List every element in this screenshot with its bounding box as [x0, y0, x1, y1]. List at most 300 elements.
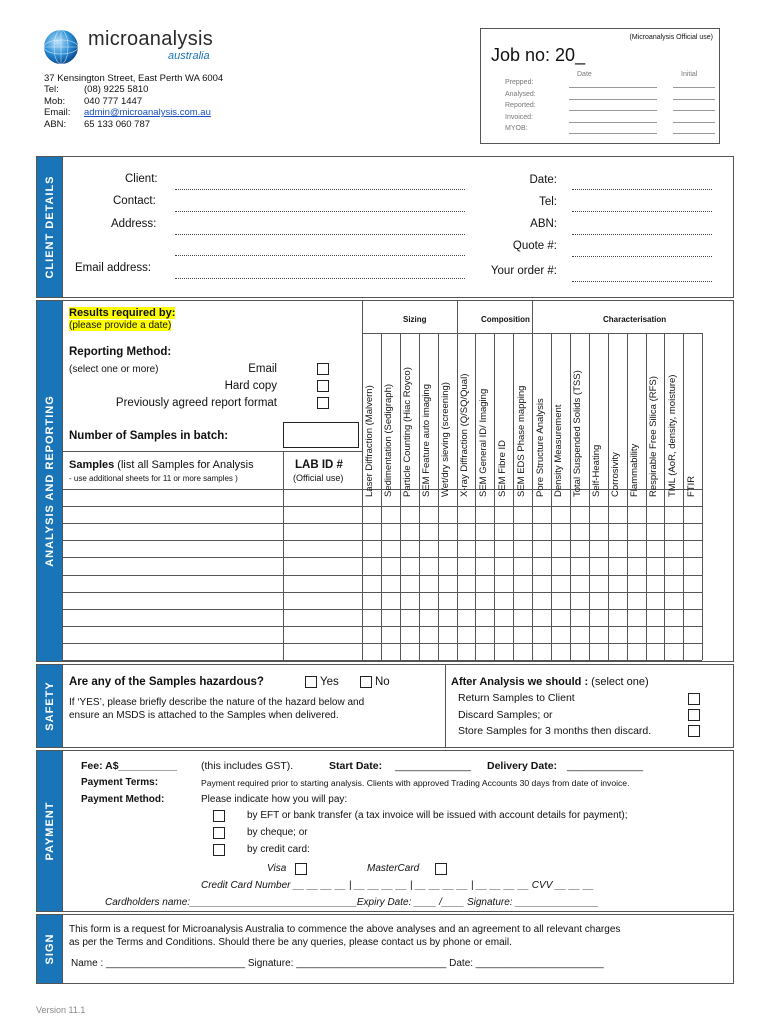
- analysis-cell[interactable]: [552, 576, 569, 591]
- client-field[interactable]: [175, 189, 465, 190]
- analysis-cell[interactable]: [514, 627, 531, 642]
- logo-subtitle: australia: [168, 50, 210, 62]
- analysis-column-label: SEM Fibre ID: [496, 439, 508, 497]
- analysis-cell[interactable]: [458, 627, 475, 642]
- analysis-cell[interactable]: [476, 610, 493, 625]
- address-label: Address:: [111, 218, 157, 230]
- analysis-cell[interactable]: [439, 524, 456, 539]
- analysis-cell[interactable]: [439, 558, 456, 573]
- analysis-cell[interactable]: [628, 610, 645, 625]
- payment-method-label: Payment Method:: [81, 794, 165, 805]
- lab-id-hint: (Official use): [293, 473, 344, 483]
- analysis-cell[interactable]: [439, 610, 456, 625]
- analysis-cell[interactable]: [552, 627, 569, 642]
- analysis-cell[interactable]: [401, 490, 418, 505]
- opt-email-label: Email: [248, 363, 277, 375]
- office-initial-field[interactable]: [673, 87, 715, 88]
- analysis-cell[interactable]: [533, 593, 550, 608]
- analysis-cell[interactable]: [552, 593, 569, 608]
- analysis-column-label: Corrosivity: [610, 452, 622, 497]
- analysis-cell[interactable]: [628, 576, 645, 591]
- mastercard-label: MasterCard: [367, 863, 420, 874]
- analysis-cell[interactable]: [665, 610, 682, 625]
- analysis-cell[interactable]: [665, 593, 682, 608]
- analysis-cell[interactable]: [401, 593, 418, 608]
- analysis-column-label: TML (AoR, density, moisture): [666, 374, 678, 497]
- analysis-cell[interactable]: [458, 610, 475, 625]
- analysis-cell[interactable]: [571, 507, 588, 522]
- analysis-cell[interactable]: [382, 558, 399, 573]
- analysis-cell[interactable]: [476, 490, 493, 505]
- samples-hint: - use additional sheets for 11 or more samples ): [69, 474, 238, 483]
- table-row: [63, 660, 702, 661]
- address-field-1[interactable]: [175, 234, 465, 235]
- email-report-checkbox[interactable]: [317, 363, 329, 375]
- analysis-cell[interactable]: [628, 507, 645, 522]
- version-label: Version 11.1: [36, 1005, 86, 1015]
- mastercard-checkbox[interactable]: [435, 863, 447, 875]
- credit-card-label: by credit card:: [247, 844, 310, 855]
- analysis-cell[interactable]: [382, 644, 399, 659]
- analysis-cell[interactable]: [628, 490, 645, 505]
- quote-field[interactable]: [572, 256, 712, 257]
- analysis-cell[interactable]: [495, 558, 512, 573]
- quote-label: Quote #:: [512, 240, 557, 252]
- analysis-cell[interactable]: [495, 644, 512, 659]
- office-row-label: Invoiced:: [505, 113, 534, 121]
- num-samples-input[interactable]: [283, 422, 359, 448]
- analysis-cell[interactable]: [590, 541, 607, 556]
- analysis-cell[interactable]: [665, 490, 682, 505]
- date-label: Date:: [529, 174, 557, 186]
- analysis-cell[interactable]: [514, 541, 531, 556]
- fee-field[interactable]: Fee: A$__________: [81, 760, 177, 772]
- analysis-cell[interactable]: [552, 524, 569, 539]
- analysis-cell[interactable]: [590, 644, 607, 659]
- analysis-cell[interactable]: [533, 576, 550, 591]
- analysis-column-label: FTIR: [685, 475, 697, 497]
- sign-sidebar: [37, 915, 63, 983]
- store-samples-checkbox[interactable]: [688, 725, 700, 737]
- analysis-cell[interactable]: [495, 627, 512, 642]
- analysis-cell[interactable]: [401, 610, 418, 625]
- analysis-cell[interactable]: [458, 576, 475, 591]
- analysis-cell[interactable]: [590, 627, 607, 642]
- group-composition-label: Composition: [481, 315, 530, 324]
- analysis-cell[interactable]: [476, 558, 493, 573]
- analysis-cell[interactable]: [382, 576, 399, 591]
- analysis-cell[interactable]: [439, 593, 456, 608]
- analysis-cell[interactable]: [476, 524, 493, 539]
- analysis-cell[interactable]: [458, 558, 475, 573]
- analysis-cell[interactable]: [628, 541, 645, 556]
- analysis-cell[interactable]: [684, 541, 701, 556]
- analysis-cell[interactable]: [420, 490, 437, 505]
- store-samples-label: Store Samples for 3 months then discard.: [458, 725, 652, 737]
- delivery-date-field[interactable]: _____________: [567, 760, 643, 772]
- analysis-cell[interactable]: [382, 627, 399, 642]
- analysis-cell[interactable]: [363, 524, 380, 539]
- analysis-cell[interactable]: [609, 524, 626, 539]
- eft-checkbox[interactable]: [213, 810, 225, 822]
- abn-field[interactable]: [572, 234, 712, 235]
- analysis-cell[interactable]: [458, 490, 475, 505]
- analysis-cell[interactable]: [439, 576, 456, 591]
- analysis-cell[interactable]: [439, 541, 456, 556]
- email-address-label: Email address:: [75, 262, 152, 274]
- analysis-cell[interactable]: [476, 576, 493, 591]
- analysis-cell[interactable]: [665, 576, 682, 591]
- order-field[interactable]: [572, 281, 712, 282]
- discard-samples-checkbox[interactable]: [688, 709, 700, 721]
- analysis-cell[interactable]: [401, 507, 418, 522]
- hazard-question: Are any of the Samples hazardous?: [69, 676, 264, 688]
- analysis-cell[interactable]: [420, 524, 437, 539]
- analysis-cell[interactable]: [401, 627, 418, 642]
- analysis-cell[interactable]: [665, 524, 682, 539]
- analysis-column-label: Flammability: [629, 443, 641, 497]
- analysis-cell[interactable]: [458, 644, 475, 659]
- analysis-cell[interactable]: [647, 558, 664, 573]
- fee-gst-note: (this includes GST).: [201, 760, 294, 772]
- office-date-field[interactable]: [569, 99, 657, 100]
- analysis-cell[interactable]: [401, 576, 418, 591]
- office-row-label: Reported:: [505, 102, 536, 109]
- office-row-label: MYOB:: [505, 125, 528, 132]
- analysis-cell[interactable]: [571, 593, 588, 608]
- date-column-label: Date: [577, 71, 592, 78]
- analysis-cell[interactable]: [684, 593, 701, 608]
- analysis-cell[interactable]: [628, 627, 645, 642]
- analysis-cell[interactable]: [420, 558, 437, 573]
- analysis-column-label: Pore Structure Analysis: [534, 398, 546, 497]
- payment-sidebar: [37, 751, 63, 911]
- analysis-cell[interactable]: [571, 524, 588, 539]
- after-analysis-title: After Analysis we should : (select one): [451, 676, 649, 688]
- analysis-cell[interactable]: [495, 593, 512, 608]
- analysis-cell[interactable]: [552, 558, 569, 573]
- analysis-cell[interactable]: [609, 644, 626, 659]
- analysis-cell[interactable]: [590, 610, 607, 625]
- analysis-cell[interactable]: [684, 576, 701, 591]
- office-date-field[interactable]: [569, 110, 657, 111]
- payment-method-text: Please indicate how you will pay:: [201, 794, 348, 805]
- group-sizing-label: Sizing: [403, 315, 427, 324]
- return-samples-label: Return Samples to Client: [458, 692, 575, 704]
- date-field[interactable]: [572, 189, 712, 190]
- analysis-cell[interactable]: [533, 610, 550, 625]
- analysis-cell[interactable]: [647, 524, 664, 539]
- analysis-cell[interactable]: [363, 627, 380, 642]
- analysis-cell[interactable]: [458, 524, 475, 539]
- visa-label: Visa: [267, 863, 287, 874]
- analysis-cell[interactable]: [439, 507, 456, 522]
- analysis-cell[interactable]: [684, 558, 701, 573]
- analysis-cell[interactable]: [382, 490, 399, 505]
- analysis-cell[interactable]: [476, 627, 493, 642]
- analysis-section: [36, 300, 734, 662]
- agreement-line-2: as per the Terms and Conditions. Should there be any queries, please contact us by phone or email.: [69, 937, 512, 948]
- analysis-cell[interactable]: [439, 490, 456, 505]
- analysis-cell[interactable]: [665, 558, 682, 573]
- analysis-column-label: Self-Heating: [591, 444, 603, 497]
- return-samples-checkbox[interactable]: [688, 693, 700, 705]
- delivery-date-label: Delivery Date:: [487, 760, 558, 772]
- hazard-yes-label: Yes: [320, 676, 339, 688]
- office-initial-field[interactable]: [673, 99, 715, 100]
- analysis-cell[interactable]: [382, 593, 399, 608]
- analysis-cell[interactable]: [647, 593, 664, 608]
- analysis-cell[interactable]: [571, 644, 588, 659]
- safety-section: [36, 664, 734, 748]
- analysis-cell[interactable]: [420, 627, 437, 642]
- analysis-column-label: Respirable Free Silica (RFS): [647, 376, 659, 497]
- analysis-cell[interactable]: [514, 507, 531, 522]
- analysis-cell[interactable]: [363, 541, 380, 556]
- lab-id-label: LAB ID #: [295, 459, 343, 471]
- analysis-cell[interactable]: [552, 610, 569, 625]
- analysis-cell[interactable]: [665, 644, 682, 659]
- analysis-cell[interactable]: [439, 644, 456, 659]
- analysis-cell[interactable]: [533, 541, 550, 556]
- analysis-cell[interactable]: [628, 558, 645, 573]
- analysis-cell[interactable]: [476, 507, 493, 522]
- email-label: Email:: [44, 107, 71, 118]
- analysis-cell[interactable]: [514, 576, 531, 591]
- analysis-cell[interactable]: [665, 507, 682, 522]
- analysis-cell[interactable]: [609, 558, 626, 573]
- cheque-checkbox[interactable]: [213, 827, 225, 839]
- analysis-cell[interactable]: [571, 558, 588, 573]
- analysis-cell[interactable]: [401, 541, 418, 556]
- analysis-cell[interactable]: [628, 593, 645, 608]
- analysis-cell[interactable]: [420, 610, 437, 625]
- analysis-cell[interactable]: [514, 644, 531, 659]
- analysis-cell[interactable]: [590, 593, 607, 608]
- analysis-column-label: Wet/dry sieving (screening): [440, 382, 452, 497]
- analysis-cell[interactable]: [533, 558, 550, 573]
- analysis-cell[interactable]: [684, 644, 701, 659]
- analysis-cell[interactable]: [609, 627, 626, 642]
- analysis-cell[interactable]: [628, 644, 645, 659]
- group-characterisation-label: Characterisation: [603, 315, 667, 324]
- cardholder-field[interactable]: Cardholders name:______________________________Expiry Date: ____ /____ Signature: _______________: [105, 897, 599, 908]
- job-number: Job no: 20_: [491, 45, 586, 65]
- analysis-cell[interactable]: [533, 490, 550, 505]
- card-number-field[interactable]: Credit Card Number __ __ __ __ | __ __ __ __ | __ __ __ __ | __ __ __ __ CVV __ __ __: [201, 880, 595, 891]
- analysis-cell[interactable]: [495, 576, 512, 591]
- analysis-cell[interactable]: [401, 524, 418, 539]
- analysis-cell[interactable]: [552, 490, 569, 505]
- analysis-cell[interactable]: [571, 627, 588, 642]
- client-details-title: CLIENT DETAILS: [43, 175, 56, 279]
- analysis-cell[interactable]: [647, 610, 664, 625]
- analysis-cell[interactable]: [609, 610, 626, 625]
- analysis-cell[interactable]: [571, 576, 588, 591]
- office-row-label: Prepped:: [505, 79, 534, 86]
- analysis-cell[interactable]: [363, 593, 380, 608]
- analysis-cell[interactable]: [609, 541, 626, 556]
- analysis-cell[interactable]: [647, 627, 664, 642]
- safety-title: SAFETY: [43, 681, 56, 731]
- analysis-cell[interactable]: [647, 644, 664, 659]
- analysis-column-label: SEM EDS Phase mapping: [515, 385, 527, 497]
- opt-previous-label: Previously agreed report format: [115, 397, 277, 409]
- agreement-line-1: This form is a request for Microanalysis Australia to commence the above analyses and an agreement to all relevant charges: [69, 924, 621, 935]
- start-date-label: Start Date:: [329, 760, 383, 772]
- contact-label: Contact:: [113, 195, 156, 207]
- name-signature-date-field[interactable]: Name : _________________________ Signature: ___________________________ Date: _______________________: [71, 958, 604, 969]
- analysis-cell[interactable]: [363, 558, 380, 573]
- analysis-cell[interactable]: [514, 593, 531, 608]
- analysis-cell[interactable]: [684, 507, 701, 522]
- analysis-cell[interactable]: [590, 490, 607, 505]
- analysis-cell[interactable]: [495, 507, 512, 522]
- analysis-cell[interactable]: [439, 627, 456, 642]
- email-link[interactable]: admin@microanalysis.com.au: [84, 107, 211, 118]
- abn-label: ABN:: [44, 118, 67, 130]
- office-row-label: Analysed:: [505, 90, 536, 98]
- analysis-cell[interactable]: [590, 507, 607, 522]
- analysis-cell[interactable]: [533, 644, 550, 659]
- analysis-cell[interactable]: [363, 507, 380, 522]
- labid-col-line: [283, 451, 284, 660]
- analysis-cell[interactable]: [684, 524, 701, 539]
- analysis-cell[interactable]: [420, 593, 437, 608]
- analysis-cell[interactable]: [533, 524, 550, 539]
- mob-label: Mob:: [44, 95, 66, 107]
- analysis-cell[interactable]: [684, 490, 701, 505]
- analysis-cell[interactable]: [571, 490, 588, 505]
- analysis-cell[interactable]: [476, 644, 493, 659]
- analysis-cell[interactable]: [647, 490, 664, 505]
- analysis-cell[interactable]: [495, 610, 512, 625]
- analysis-cell[interactable]: [382, 610, 399, 625]
- analysis-cell[interactable]: [495, 524, 512, 539]
- analysis-cell[interactable]: [514, 490, 531, 505]
- credit-card-checkbox[interactable]: [213, 844, 225, 856]
- analysis-cell[interactable]: [458, 507, 475, 522]
- reporting-method-label: Reporting Method:: [69, 346, 172, 358]
- hazard-description-2: ensure an MSDS is attached to the Samples when delivered.: [69, 710, 339, 721]
- analysis-column-label: SEM Feature auto imaging: [421, 383, 433, 497]
- analysis-cell[interactable]: [458, 593, 475, 608]
- office-use-note: (Microanalysis Official use): [629, 34, 713, 41]
- analysis-cell[interactable]: [363, 576, 380, 591]
- hazard-yes-checkbox[interactable]: [305, 676, 317, 688]
- analysis-cell[interactable]: [684, 610, 701, 625]
- analysis-cell[interactable]: [552, 644, 569, 659]
- hazard-no-label: No: [375, 676, 390, 688]
- analysis-column-label: Total Suspended Solids (TSS): [572, 370, 584, 497]
- order-label: Your order #:: [490, 265, 557, 277]
- analysis-cell[interactable]: [647, 507, 664, 522]
- analysis-cell[interactable]: [382, 541, 399, 556]
- analysis-cell[interactable]: [514, 610, 531, 625]
- analysis-cell[interactable]: [590, 524, 607, 539]
- analysis-cell[interactable]: [363, 490, 380, 505]
- analysis-cell[interactable]: [382, 507, 399, 522]
- analysis-cell[interactable]: [609, 490, 626, 505]
- analysis-cell[interactable]: [495, 490, 512, 505]
- analysis-cell[interactable]: [628, 524, 645, 539]
- tel-field[interactable]: [572, 211, 712, 212]
- analysis-cell[interactable]: [647, 576, 664, 591]
- analysis-cell[interactable]: [533, 627, 550, 642]
- payment-terms-label: Payment Terms:: [81, 777, 159, 788]
- visa-checkbox[interactable]: [295, 863, 307, 875]
- analysis-cell[interactable]: [609, 576, 626, 591]
- analysis-cell[interactable]: [590, 576, 607, 591]
- tel-field-label: Tel:: [539, 196, 557, 208]
- hazard-no-checkbox[interactable]: [360, 676, 372, 688]
- analysis-cell[interactable]: [495, 541, 512, 556]
- analysis-cell[interactable]: [420, 576, 437, 591]
- analysis-cell[interactable]: [590, 558, 607, 573]
- analysis-cell[interactable]: [571, 610, 588, 625]
- analysis-cell[interactable]: [363, 610, 380, 625]
- email-address-field[interactable]: [175, 278, 465, 279]
- analysis-cell[interactable]: [401, 558, 418, 573]
- analysis-cell[interactable]: [476, 541, 493, 556]
- start-date-field[interactable]: _____________: [395, 760, 471, 772]
- office-initial-field[interactable]: [673, 133, 715, 134]
- analysis-cell[interactable]: [684, 627, 701, 642]
- samples-title: Samples (list all Samples for Analysis: [69, 459, 254, 471]
- payment-terms-text: Payment required prior to starting analysis. Clients with approved Trading Accounts 30 days from date of invoice.: [201, 778, 630, 788]
- analysis-cell[interactable]: [609, 593, 626, 608]
- analysis-cell[interactable]: [665, 627, 682, 642]
- analysis-cell[interactable]: [401, 644, 418, 659]
- office-initial-field[interactable]: [673, 122, 715, 123]
- analysis-cell[interactable]: [552, 507, 569, 522]
- analysis-cell[interactable]: [476, 593, 493, 608]
- hardcopy-checkbox[interactable]: [317, 380, 329, 392]
- analysis-column-label: SEM General ID/ Imaging: [477, 388, 489, 497]
- analysis-cell[interactable]: [420, 541, 437, 556]
- office-date-field[interactable]: [569, 133, 657, 134]
- office-initial-field[interactable]: [673, 110, 715, 111]
- samples-top-line: [63, 451, 362, 452]
- analysis-cell[interactable]: [420, 644, 437, 659]
- analysis-cell[interactable]: [420, 507, 437, 522]
- analysis-cell[interactable]: [552, 541, 569, 556]
- tel-label: Tel:: [44, 84, 59, 95]
- analysis-column-label: Density Measurement: [553, 404, 565, 497]
- office-use-box: [480, 28, 720, 144]
- initial-column-label: Initial: [681, 71, 698, 78]
- contact-field[interactable]: [175, 211, 465, 212]
- address-field-2[interactable]: [175, 255, 465, 256]
- analysis-cell[interactable]: [609, 507, 626, 522]
- previous-format-checkbox[interactable]: [317, 397, 329, 409]
- analysis-column-label: Laser Diffraction (Malvern): [364, 385, 376, 497]
- analysis-cell[interactable]: [363, 644, 380, 659]
- analysis-cell[interactable]: [665, 541, 682, 556]
- analysis-cell[interactable]: [571, 541, 588, 556]
- analysis-cell[interactable]: [514, 558, 531, 573]
- analysis-cell[interactable]: [514, 524, 531, 539]
- analysis-column-label: Particle Counting (Hiac Royco): [402, 367, 414, 497]
- analysis-cell[interactable]: [533, 507, 550, 522]
- office-date-field[interactable]: [569, 122, 657, 123]
- analysis-cell[interactable]: [382, 524, 399, 539]
- reporting-method-hint: (select one or more): [69, 364, 159, 375]
- office-date-field[interactable]: [569, 87, 657, 88]
- analysis-cell[interactable]: [647, 541, 664, 556]
- client-label: Client:: [125, 173, 158, 185]
- analysis-cell[interactable]: [458, 541, 475, 556]
